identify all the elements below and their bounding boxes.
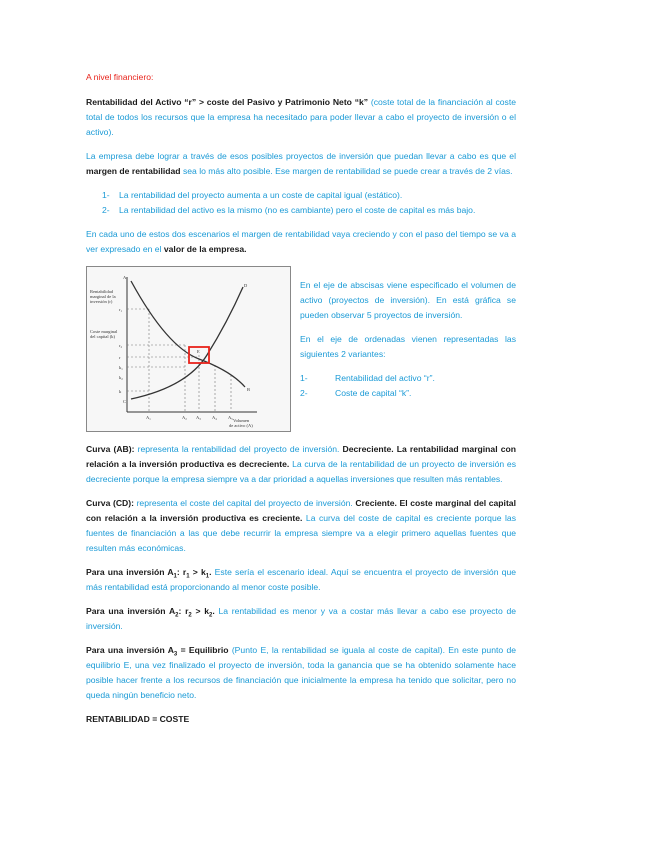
variables-list [300,371,516,401]
curva-ab-label: Curva (AB): [86,444,138,454]
list-item [86,188,516,203]
rentabilidad-statement: Rentabilidad del Activo “r” > coste del Pasivo y Patrimonio Neto “k” [86,97,369,107]
point-a: A [123,275,127,280]
point-d: D [244,283,248,288]
x-tick: A₁ [146,415,151,420]
var-text: Coste de capital “k”. [335,388,412,398]
curva-ab-text-b: La curva de la rentabilidad de un proyecto de inversión es decreciente porque la empresa siempre va a dar prioridad a aquellas inversiones que resulten más rentables. [86,459,517,484]
curva-ab-bold: Decreciente. La rentabilidad marginal con relación a la inversión productiva es decreciente. [86,444,517,469]
list-text: La rentabilidad del activo es la mismo (no es cambiante) pero el coste de capital es más bajo. [119,205,476,215]
x-tick: A₄ [212,415,217,420]
paragraph-escenarios [86,227,516,257]
inv1-bold: Para una inversión $A_1$: $r_1 > k_1$. [86,567,212,580]
paragraph-margen [86,149,516,179]
section-heading: A nivel financiero: [86,72,154,82]
point-c: C [123,399,127,404]
rentabilidad-explanation: (coste total de la financiación al coste total de todos los recursos que la empresa ha necesitado para poder llevar a cabo el proyecto de inversión o el activo). [86,97,516,137]
var-text: Rentabilidad del activo “r”. [335,373,435,383]
y-tick: r₁ [119,307,123,312]
list-num: 1- [102,190,110,200]
final-equation: RENTABILIDAD = COSTE [86,714,190,724]
x-tick: A₃ [196,415,201,420]
label-rentabilidad-3: inversión (r) [90,299,113,304]
label-rentabilidad-2: marginal de la [90,294,116,299]
x-tick: A₅ [228,415,233,420]
inv3-bold: Para una inversión $A_3$ = Equilibrio [86,645,229,658]
curva-ab-text-a: representa la rentabilidad del proyecto de inversión. [137,444,343,454]
label-activo: de activo (A) [229,423,253,428]
document-page [86,66,516,736]
list-item [300,371,516,386]
curve-ab [131,281,245,387]
margen-bold: margen de rentabilidad [86,166,181,176]
list-item [300,386,516,401]
list-text: La rentabilidad del proyecto aumenta a un coste de capital igual (estático). [119,190,403,200]
point-b: B [247,387,251,392]
curva-cd-text-a: representa el coste del capital del proyecto de inversión. [136,498,356,508]
list-item [86,203,516,218]
abscisas-text: En el eje de abscisas viene especificado el volumen de activo (proyectos de inversión). En está gráfica se pueden observar 5 proyectos de inversión. [300,280,516,320]
label-volumen: Volumen [233,418,250,423]
curva-cd-text-b: La curva del coste de capital es creciente porque las fuentes de financiación a las que debe recurrir la empresa siempre va a elegir primero aquellas fuentes que resulten más económicas. [86,513,516,553]
figure-description [291,266,516,432]
escenarios-text: En cada uno de estos dos escenarios el margen de rentabilidad vaya creciendo y con el paso del tiempo se va a ver expresado en el [86,229,516,254]
valor-empresa: valor de la empresa. [163,244,247,254]
y-tick: k₁ [119,365,123,370]
curve-cd [131,287,243,399]
curva-cd-label: Curva (CD): [86,498,137,508]
inv3-text: (Punto E, la rentabilidad se iguala al coste de capital). En este punto de equilibrio E, una vez finalizado el proyecto de inversión, toda la ganancia que se ha obtenido solamente hace posible hacer frente a los recursos de financiación que inicialmente la empresa ha tenido que solicitar, pero no queda ningún beneficio neto. [86,645,517,700]
graph-svg [87,267,290,431]
paragraph-inversion-2 [86,604,516,634]
figure-row [86,266,516,432]
label-coste: Coste marginal [90,329,118,334]
y-tick: k₂ [119,375,123,380]
ordenadas-text: En el eje de ordenadas vienen representadas las siguientes 2 variantes: [300,334,516,359]
var-num: 1- [300,373,308,383]
y-tick: r₂ [119,343,123,348]
label-rentabilidad: Rentabilidad [90,289,113,294]
vias-list [86,188,516,218]
y-tick: k [119,389,122,394]
margen-text-a: La empresa debe lograr a través de esos posibles proyectos de inversión que puedan llevar a cabo es que el [86,151,516,161]
x-tick: A₂ [182,415,187,420]
inv1-text: Este sería el escenario ideal. Aquí se encuentra el proyecto de inversión que más rentabilidad está proporcionando al menor coste posible. [86,567,517,592]
inv2-bold: Para una inversión $A_2$: $r_2 > k_2$. [86,606,215,619]
margen-text-b: sea lo más alto posible. Ese margen de rentabilidad se puede crear a través de 2 vías. [180,166,513,176]
var-num: 2- [300,388,308,398]
y-tick: r [119,355,121,360]
paragraph-rentabilidad [86,95,516,140]
paragraph-inversion-3 [86,643,516,703]
point-e: E [197,349,200,354]
paragraph-curva-ab [86,442,516,487]
curva-cd-bold: Creciente. El coste marginal del capital con relación a la inversión productiva es creciente. [86,498,516,523]
paragraph-inversion-1 [86,565,516,595]
inv2-text: La rentabilidad es menor y va a costar más llevar a cabo ese proyecto de inversión. [86,606,517,631]
investment-graph [86,266,291,432]
list-num: 2- [102,205,110,215]
paragraph-curva-cd [86,496,516,556]
label-coste-2: del capital (k) [90,334,115,339]
